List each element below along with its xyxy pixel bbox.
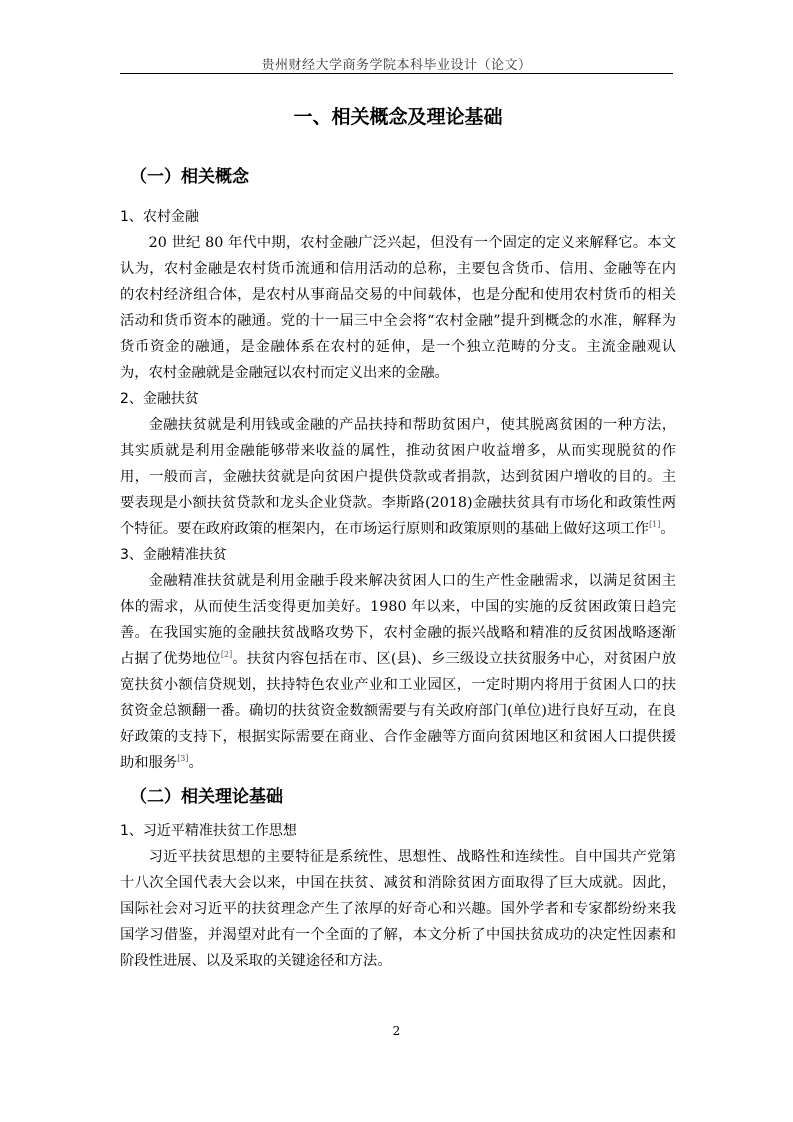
paragraph-xi-thought: 习近平扶贫思想的主要特征是系统性、思想性、战略性和连续性。自中国共产党第十八次全国代表大会以来，中国在扶贫、减贫和消除贫困方面取得了巨大成就。因此，国际社会对习近平的扶贫理念产生了浓厚的好奇心和兴趣。国外学者和专家都纷纷来我国学习借鉴，并渴望对此有一个全面的了解，本文分析了中国扶贫成功的决定性因素和阶段性进展、以及采取的关键途径和方法。	[120, 849, 676, 969]
section-title-concepts: （一）相关概念	[130, 167, 249, 187]
paragraph-text: 金融扶贫就是利用钱或金融的产品扶持和帮助贫困户，使其脱离贫困的一种方法，其实质就是利用金融能够带来收益的属性，推动贫困户收益增多，从而实现脱贫的作用，一般而言，金融扶贫就是向贫困户提供贷款或者捐款，达到贫困户增收的目的。主要表现是小额扶贫贷款和龙头企业贷款。李斯路(2018)金融扶贫具有市场化和政策性两个特征。要在政府政策的框架内，在市场运行原则和政策原则的基础上做好这项工作	[120, 417, 676, 537]
paragraph-text: 。扶贫内容包括在市、区(县)、乡三级设立扶贫服务中心，对贫困户放宽扶贫小额信贷规划，扶持特色农业产业和工业园区，一定时期内将用于贫困人口的扶贫资金总额翻一番。确切的扶贫资金数额需要与有关政府部门(单位)进行良好互动，在良好政策的支持下，根据实际需要在商业、合作金融等方面向贫困地区和贫困人口提供援助和服务	[120, 651, 676, 771]
paragraph-end: 。	[660, 521, 675, 537]
paragraph-rural-finance: 20 世纪 80 年代中期，农村金融广泛兴起，但没有一个固定的定义来解释它。本文认为，农村金融是农村货币流通和信用活动的总称，主要包含货币、信用、金融等在内的农村经济组合体，是农村从事商品交易的中间载体，也是分配和使用农村货币的相关活动和货币资本的融通。党的十一届三中全会将“农村金融”提升到概念的水准，解释为货币资金的融通，是金融体系在农村的延伸，是一个独立范畴的分支。主流金融观认为，农村金融就是金融冠以农村而定义出来的金融。	[120, 235, 676, 381]
paragraph-end: 。	[188, 755, 203, 771]
section-title-theory: （二）相关理论基础	[130, 787, 283, 807]
page-body	[120, 100, 676, 974]
subsection-title-precision-financial-poverty-alleviation: 3、金融精准扶贫	[120, 547, 227, 563]
subsection-title-financial-poverty-alleviation: 2、金融扶贫	[120, 391, 199, 407]
citation-2[interactable]: [2]	[220, 650, 233, 660]
subsection-title-rural-finance: 1、农村金融	[120, 209, 199, 225]
page-number: 2	[392, 1024, 401, 1038]
paragraph-precision-financial-poverty-alleviation	[120, 568, 676, 776]
paragraph-text: 金融精准扶贫就是利用金融手段来解决贫困人口的生产性金融需求，以满足贫困主体的需求，从而使生活变得更加美好。1980 年以来，中国的实施的反贫困政策日趋完善。在我国实施的金融扶贫战略攻势下，农村金融的振兴战略和精准的反贫困战略逐渐占据了优势地位	[120, 573, 676, 667]
subsection-title-xi-thought: 1、习近平精准扶贫工作思想	[120, 823, 297, 839]
header-divider	[120, 73, 673, 74]
chapter-title: 一、相关概念及理论基础	[293, 106, 503, 128]
citation-3[interactable]: [3]	[177, 754, 189, 764]
citation-1[interactable]: [1]	[648, 520, 661, 530]
paragraph-financial-poverty-alleviation	[120, 412, 676, 542]
running-header: 贵州财经大学商务学院本科毕业设计（论文）	[261, 58, 532, 73]
